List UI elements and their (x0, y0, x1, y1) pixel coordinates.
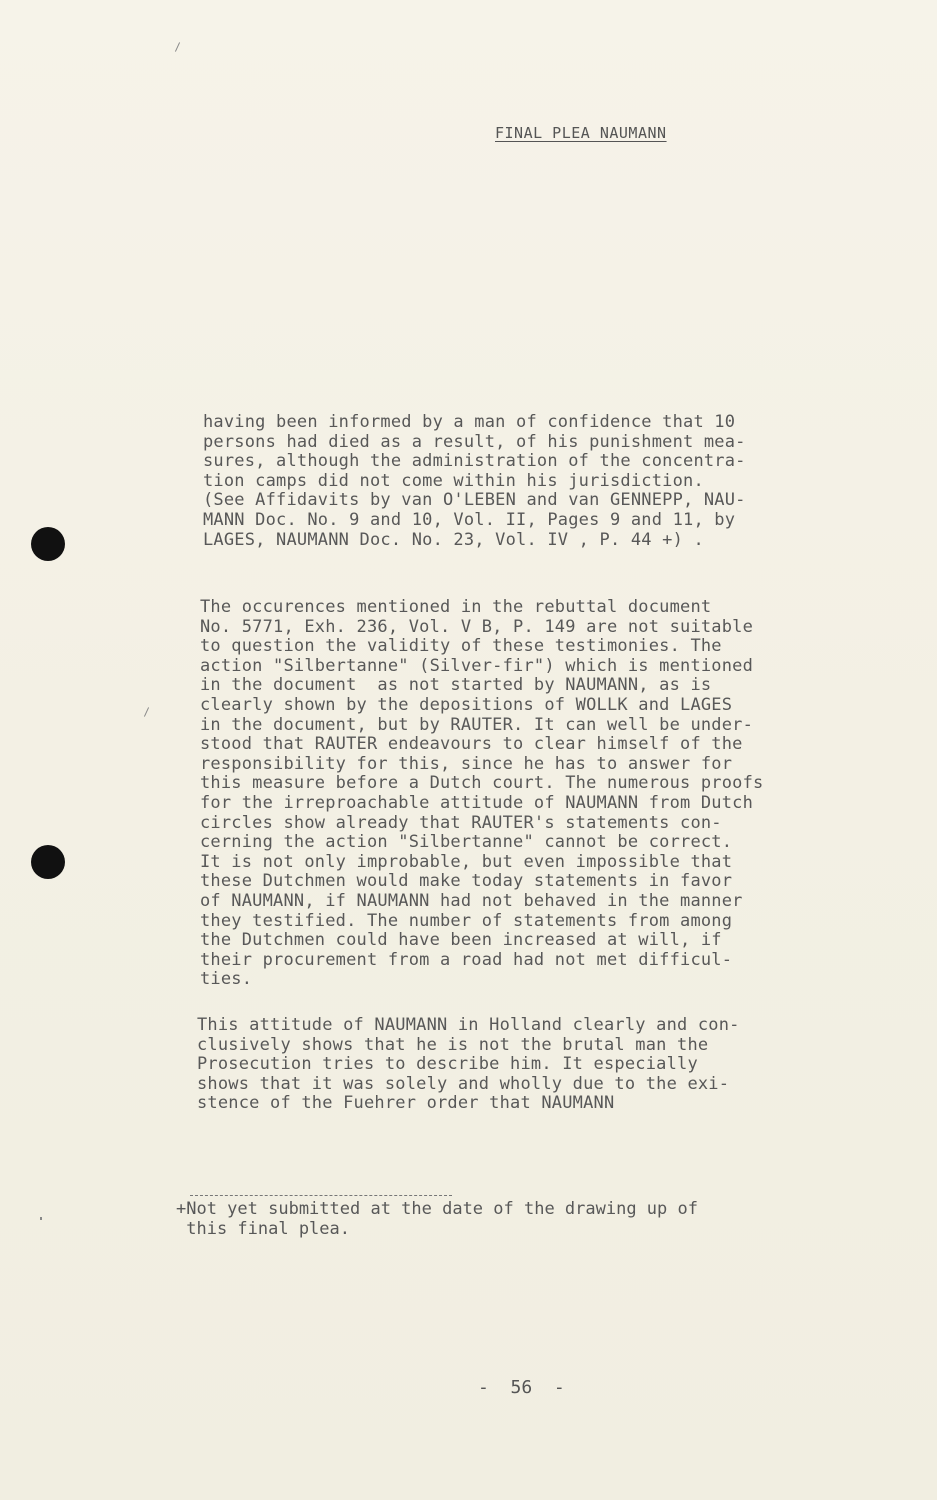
text-line: cerning the action "Silbertanne" cannot be correct. (200, 832, 733, 853)
text-line: they testified. The number of statements from among (200, 910, 733, 931)
text-line: responsibility for this, since he has to answer for (200, 753, 733, 774)
text-line: tion camps did not come within his jurisdiction. (203, 470, 704, 491)
text-line: the Dutchmen could have been increased at will, if (200, 930, 722, 951)
text-line: for the irreproachable attitude of NAUMANN from Dutch (200, 792, 754, 813)
paragraph-1 (203, 413, 746, 550)
footnote (176, 1200, 698, 1239)
footnote-line: +Not yet submitted at the date of the drawing up of (176, 1199, 698, 1219)
text-line: clusively shows that he is not the brutal man the (197, 1034, 709, 1055)
text-line: shows that it was solely and wholly due to the exi- (197, 1073, 730, 1094)
text-line: stence of the Fuehrer order that NAUMANN (197, 1093, 615, 1114)
paragraph-2 (200, 598, 763, 990)
text-line: LAGES, NAUMANN Doc. No. 23, Vol. IV , P. 44 +) . (203, 529, 704, 550)
text-line: these Dutchmen would make today statements in favor (200, 871, 733, 892)
page-heading: FINAL PLEA NAUMANN (495, 124, 667, 142)
punch-hole (31, 845, 65, 879)
text-line: stood that RAUTER endeavours to clear himself of the (200, 734, 743, 755)
text-line: Prosecution tries to describe him. It especially (197, 1054, 698, 1075)
text-line: This attitude of NAUMANN in Holland clearly and con- (197, 1015, 740, 1035)
text-line: to question the validity of these testimonies. The (200, 636, 722, 657)
text-line: It is not only improbable, but even impossible that (200, 851, 733, 872)
text-line: in the document, but by RAUTER. It can well be under- (200, 714, 754, 735)
text-line: of NAUMANN, if NAUMANN had not behaved in the manner (200, 890, 743, 911)
stray-mark (175, 42, 180, 51)
stray-mark (144, 707, 149, 716)
text-line: having been informed by a man of confidence that 10 (203, 412, 736, 432)
text-line: ties. (200, 969, 253, 990)
text-line: their procurement from a road had not met difficul- (200, 949, 733, 970)
text-line: No. 5771, Exh. 236, Vol. V B, P. 149 are not suitable (200, 616, 754, 637)
paragraph-3 (197, 1016, 740, 1114)
text-line: in the document as not started by NAUMANN, as is (200, 675, 712, 696)
text-line: action "Silbertanne" (Silver-fir") which is mentioned (200, 655, 754, 676)
text-line: The occurences mentioned in the rebuttal document (200, 597, 712, 617)
text-line: circles show already that RAUTER's statements con- (200, 812, 722, 833)
text-line: sures, although the administration of the concentra- (203, 451, 746, 472)
page-number: - 56 - (478, 1377, 565, 1398)
footnote-line: this final plea. (176, 1218, 350, 1239)
footnote-divider (190, 1195, 452, 1196)
text-line: this measure before a Dutch court. The numerous proofs (200, 773, 764, 794)
punch-hole (31, 527, 65, 561)
text-line: (See Affidavits by van O'LEBEN and van GENNEPP, NAU- (203, 490, 746, 511)
text-line: clearly shown by the depositions of WOLLK and LAGES (200, 694, 733, 715)
text-line: MANN Doc. No. 9 and 10, Vol. II, Pages 9 and 11, by (203, 509, 736, 530)
stray-mark (40, 1217, 42, 1220)
text-line: persons had died as a result, of his punishment mea- (203, 431, 746, 452)
